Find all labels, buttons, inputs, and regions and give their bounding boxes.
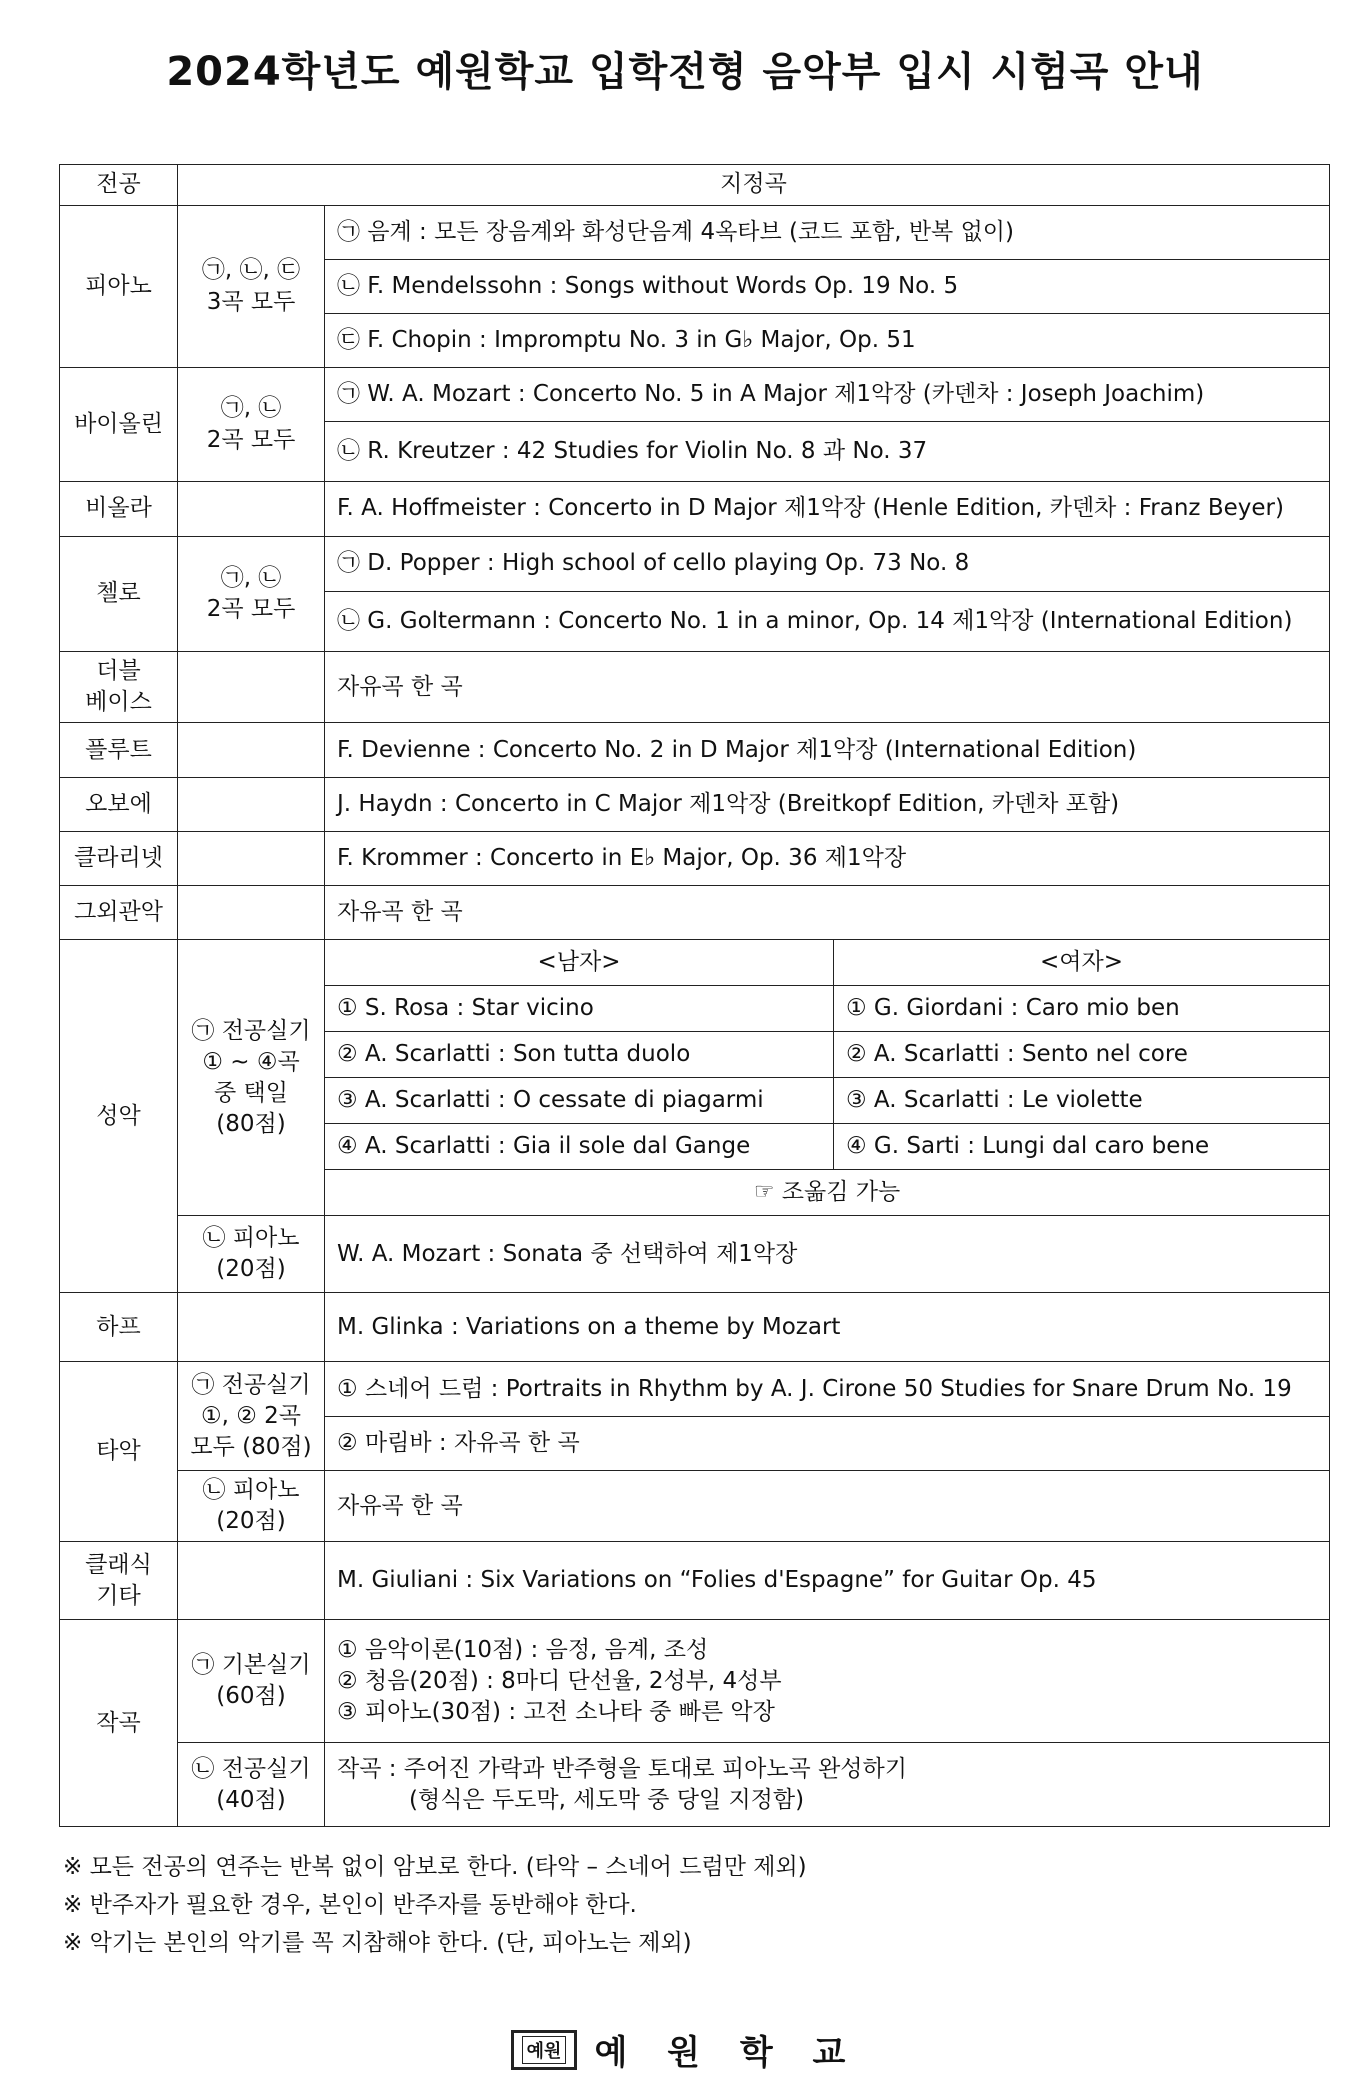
clarinet-piece: F. Krommer : Concerto in E♭ Major, Op. 36 제1악장 — [325, 832, 1330, 886]
vocal-male-piece-3: ③ A. Scarlatti : O cessate di piagarmi — [325, 1078, 834, 1124]
violin-piece-2: ㉡ R. Kreutzer : 42 Studies for Violin No. 8 과 No. 37 — [325, 422, 1330, 482]
violin-piece-1: ㉠ W. A. Mozart : Concerto No. 5 in A Major 제1악장 (카덴차 : Joseph Joachim) — [325, 368, 1330, 422]
cello-row — [60, 537, 1330, 592]
piano-piece-3: ㉢ F. Chopin : Impromptu No. 3 in G♭ Major, Op. 51 — [325, 314, 1330, 368]
viola-row — [60, 482, 1330, 537]
composition-major-task — [325, 1743, 1330, 1827]
vocal-female-header: <여자> — [834, 940, 1330, 986]
note-3: ※ 악기는 본인의 악기를 꼭 지참해야 한다. (단, 피아노는 제외) — [63, 1930, 692, 1956]
flute-row — [60, 723, 1330, 778]
note-1: ※ 모든 전공의 연주는 반복 없이 암보로 한다. (타악 – 스네어 드럼만 제외) — [63, 1854, 807, 1880]
major-vocal: 성악 — [60, 940, 178, 1293]
vocal-female-piece-4: ④ G. Sarti : Lungi dal caro bene — [834, 1124, 1330, 1170]
vocal-female-piece-2: ② A. Scarlatti : Sento nel core — [834, 1032, 1330, 1078]
page-title: 2024학년도 예원학교 입학전형 음악부 입시 시험곡 안내 — [166, 49, 1204, 95]
vocal-transpose-note: ☞ 조옮김 가능 — [325, 1170, 1330, 1216]
vocal-male-piece-4: ④ A. Scarlatti : Gia il sole dal Gange — [325, 1124, 834, 1170]
piano-row — [60, 206, 1330, 260]
composition-requirement-1: ㉠ 기본실기 (60점) — [178, 1620, 325, 1743]
violin-row — [60, 368, 1330, 422]
bass-piece: 자유곡 한 곡 — [325, 652, 1330, 723]
piano-requirement: ㉠, ㉡, ㉢ 3곡 모두 — [178, 206, 325, 368]
bass-row — [60, 652, 1330, 723]
clarinet-row — [60, 832, 1330, 886]
harp-piece: M. Glinka : Variations on a theme by Mozart — [325, 1293, 1330, 1362]
composition-basic-items — [325, 1620, 1330, 1743]
oboe-piece: J. Haydn : Concerto in C Major 제1악장 (Breitkopf Edition, 카덴차 포함) — [325, 778, 1330, 832]
table-header-row — [60, 165, 1330, 206]
vocal-piano-piece: W. A. Mozart : Sonata 중 선택하여 제1악장 — [325, 1216, 1330, 1293]
composition-row — [60, 1620, 1330, 1743]
violin-requirement: ㉠, ㉡ 2곡 모두 — [178, 368, 325, 482]
piano-piece-1: ㉠ 음계 : 모든 장음계와 화성단음계 4옥타브 (코드 포함, 반복 없이) — [325, 206, 1330, 260]
vocal-male-piece-1: ① S. Rosa : Star vicino — [325, 986, 834, 1032]
major-violin: 바이올린 — [60, 368, 178, 482]
notes-section — [63, 1848, 807, 1962]
header-pieces: 지정곡 — [178, 165, 1330, 206]
percussion-piece-1: ① 스네어 드럼 : Portraits in Rhythm by A. J. Cirone 50 Studies for Snare Drum No. 19 — [325, 1362, 1330, 1417]
composition-task-text: 작곡 : 주어진 가락과 반주형을 토대로 피아노곡 완성하기 — [337, 1755, 907, 1782]
header-major: 전공 — [60, 165, 178, 206]
exam-pieces-table — [59, 164, 1330, 1827]
percussion-requirement-1: ㉠ 전공실기 ①, ② 2곡 모두 (80점) — [178, 1362, 325, 1471]
percussion-piece-2: ② 마림바 : 자유곡 한 곡 — [325, 1417, 1330, 1471]
composition-item-3: ③ 피아노(30점) : 고전 소나타 중 빠른 악장 — [337, 1698, 775, 1725]
composition-task-form: (형식은 두도막, 세도막 중 당일 지정함) — [409, 1786, 805, 1813]
guitar-piece: M. Giuliani : Six Variations on “Folies d'Espagne” for Guitar Op. 45 — [325, 1542, 1330, 1620]
major-viola: 비올라 — [60, 482, 178, 537]
major-clarinet: 클라리넷 — [60, 832, 178, 886]
major-flute: 플루트 — [60, 723, 178, 778]
school-name: 예 원 학 교 — [594, 2033, 860, 2073]
vocal-female-piece-3: ③ A. Scarlatti : Le violette — [834, 1078, 1330, 1124]
major-oboe: 오보에 — [60, 778, 178, 832]
percussion-requirement-2: ㉡ 피아노 (20점) — [178, 1471, 325, 1542]
major-other-winds: 그외관악 — [60, 886, 178, 940]
percussion-piece-3: 자유곡 한 곡 — [325, 1471, 1330, 1542]
major-harp: 하프 — [60, 1293, 178, 1362]
harp-row — [60, 1293, 1330, 1362]
flute-piece: F. Devienne : Concerto No. 2 in D Major 제1악장 (International Edition) — [325, 723, 1330, 778]
piano-piece-2: ㉡ F. Mendelssohn : Songs without Words Op. 19 No. 5 — [325, 260, 1330, 314]
composition-requirement-2: ㉡ 전공실기 (40점) — [178, 1743, 325, 1827]
composition-item-1: ① 음악이론(10점) : 음정, 음계, 조성 — [337, 1636, 709, 1663]
vocal-male-piece-2: ② A. Scarlatti : Son tutta duolo — [325, 1032, 834, 1078]
vocal-requirement-2: ㉡ 피아노 (20점) — [178, 1216, 325, 1293]
vocal-requirement-1: ㉠ 전공실기 ① ~ ④곡 중 택일 (80점) — [178, 940, 325, 1216]
other-winds-row — [60, 886, 1330, 940]
vocal-female-piece-1: ① G. Giordani : Caro mio ben — [834, 986, 1330, 1032]
composition-item-2: ② 청음(20점) : 8마디 단선율, 2성부, 4성부 — [337, 1667, 782, 1694]
guitar-row — [60, 1542, 1330, 1620]
major-piano: 피아노 — [60, 206, 178, 368]
viola-piece: F. A. Hoffmeister : Concerto in D Major 제1악장 (Henle Edition, 카덴차 : Franz Beyer) — [325, 482, 1330, 537]
percussion-row — [60, 1362, 1330, 1417]
major-percussion: 타악 — [60, 1362, 178, 1542]
other-winds-piece: 자유곡 한 곡 — [325, 886, 1330, 940]
cello-piece-1: ㉠ D. Popper : High school of cello playing Op. 73 No. 8 — [325, 537, 1330, 592]
vocal-header-row — [60, 940, 1330, 986]
cello-piece-2: ㉡ G. Goltermann : Concerto No. 1 in a minor, Op. 14 제1악장 (International Edition) — [325, 592, 1330, 652]
major-composition: 작곡 — [60, 1620, 178, 1827]
cello-requirement: ㉠, ㉡ 2곡 모두 — [178, 537, 325, 652]
major-classical-guitar: 클래식 기타 — [60, 1542, 178, 1620]
school-logo: 예원 — [511, 2030, 578, 2070]
major-cello: 첼로 — [60, 537, 178, 652]
note-2: ※ 반주자가 필요한 경우, 본인이 반주자를 동반해야 한다. — [63, 1892, 637, 1918]
oboe-row — [60, 778, 1330, 832]
vocal-male-header: <남자> — [325, 940, 834, 986]
major-double-bass: 더블 베이스 — [60, 652, 178, 723]
school-footer — [0, 2025, 1370, 2074]
